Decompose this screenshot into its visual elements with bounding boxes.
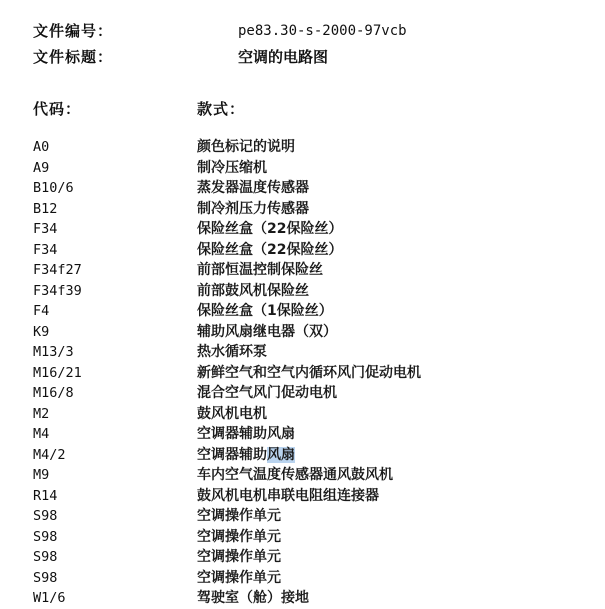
component-list bbox=[33, 137, 593, 609]
doc-title-value: 空调的电路图 bbox=[238, 48, 329, 66]
component-description[interactable]: 空调器辅助风扇 bbox=[197, 426, 295, 442]
list-item bbox=[33, 527, 593, 548]
component-description[interactable]: 车内空气温度传感器通风鼓风机 bbox=[197, 467, 393, 483]
component-description[interactable]: 空调操作单元 bbox=[197, 508, 281, 524]
component-code: M16/21 bbox=[33, 364, 82, 381]
component-description[interactable]: 混合空气风门促动电机 bbox=[197, 385, 337, 401]
list-item bbox=[33, 158, 593, 179]
list-item bbox=[33, 281, 593, 302]
component-description[interactable]: 保险丝盒（1保险丝） bbox=[197, 303, 333, 319]
component-code: B10/6 bbox=[33, 180, 74, 196]
component-description[interactable]: 新鲜空气和空气内循环风门促动电机 bbox=[197, 364, 421, 381]
component-description[interactable]: 空调操作单元 bbox=[197, 549, 281, 565]
component-description[interactable]: 热水循环泵 bbox=[197, 344, 267, 360]
component-code: M4 bbox=[33, 426, 50, 442]
list-item bbox=[33, 260, 593, 281]
component-code: A9 bbox=[33, 159, 50, 176]
component-code: F34 bbox=[33, 221, 58, 237]
component-description[interactable]: 驾驶室（舱）接地 bbox=[197, 590, 309, 606]
code-column-header: 代码： bbox=[33, 100, 82, 118]
component-code: F34f39 bbox=[33, 282, 82, 299]
component-description[interactable]: 保险丝盒（22保险丝） bbox=[197, 221, 343, 237]
component-code: M13/3 bbox=[33, 344, 74, 360]
component-code: F34 bbox=[33, 241, 58, 258]
component-description[interactable]: 制冷剂压力传感器 bbox=[197, 200, 309, 217]
list-item bbox=[33, 322, 593, 343]
component-description[interactable]: 前部鼓风机保险丝 bbox=[197, 282, 309, 299]
doc-number-label: 文件编号： bbox=[33, 22, 114, 40]
component-code: M4/2 bbox=[33, 446, 66, 463]
list-item bbox=[33, 301, 593, 322]
list-item bbox=[33, 588, 593, 609]
component-code: S98 bbox=[33, 569, 58, 586]
component-code: S98 bbox=[33, 528, 58, 545]
list-item bbox=[33, 363, 593, 384]
component-code: S98 bbox=[33, 508, 58, 524]
component-code: B12 bbox=[33, 200, 58, 217]
component-description[interactable]: 制冷压缩机 bbox=[197, 159, 267, 176]
component-description[interactable]: 蒸发器温度传感器 bbox=[197, 180, 309, 196]
component-description[interactable]: 空调操作单元 bbox=[197, 528, 281, 545]
list-item bbox=[33, 465, 593, 486]
list-item bbox=[33, 424, 593, 445]
component-code: A0 bbox=[33, 139, 50, 155]
list-item bbox=[33, 445, 593, 466]
component-code: K9 bbox=[33, 323, 50, 340]
list-item bbox=[33, 342, 593, 363]
list-item bbox=[33, 199, 593, 220]
list-item bbox=[33, 383, 593, 404]
component-code: R14 bbox=[33, 487, 58, 504]
component-description[interactable]: 辅助风扇继电器（双） bbox=[197, 323, 337, 340]
component-code: M9 bbox=[33, 467, 50, 483]
list-item bbox=[33, 178, 593, 199]
list-item bbox=[33, 506, 593, 527]
doc-number-value: pe83.30-s-2000-97vcb bbox=[238, 23, 407, 39]
component-code: F4 bbox=[33, 303, 50, 319]
list-item bbox=[33, 486, 593, 507]
component-description[interactable]: 鼓风机电机串联电阻组连接器 bbox=[197, 487, 379, 504]
list-item bbox=[33, 568, 593, 589]
component-description[interactable]: 鼓风机电机 bbox=[197, 405, 267, 422]
list-item bbox=[33, 219, 593, 240]
component-description[interactable]: 空调操作单元 bbox=[197, 569, 281, 586]
component-description[interactable]: 保险丝盒（22保险丝） bbox=[197, 241, 343, 258]
component-description[interactable]: 空调器辅助风扇 bbox=[197, 446, 295, 463]
list-item bbox=[33, 240, 593, 261]
component-description[interactable]: 前部恒温控制保险丝 bbox=[197, 262, 323, 278]
desc-column-header: 款式： bbox=[197, 100, 246, 118]
component-code: W1/6 bbox=[33, 590, 66, 606]
doc-title-label: 文件标题： bbox=[33, 48, 114, 66]
list-item bbox=[33, 137, 593, 158]
component-code: M16/8 bbox=[33, 385, 74, 401]
list-item bbox=[33, 547, 593, 568]
text-selection[interactable]: 风扇 bbox=[267, 446, 295, 463]
component-description[interactable]: 颜色标记的说明 bbox=[197, 139, 295, 155]
list-item bbox=[33, 404, 593, 425]
component-code: F34f27 bbox=[33, 262, 82, 278]
component-code: M2 bbox=[33, 405, 50, 422]
component-code: S98 bbox=[33, 549, 58, 565]
